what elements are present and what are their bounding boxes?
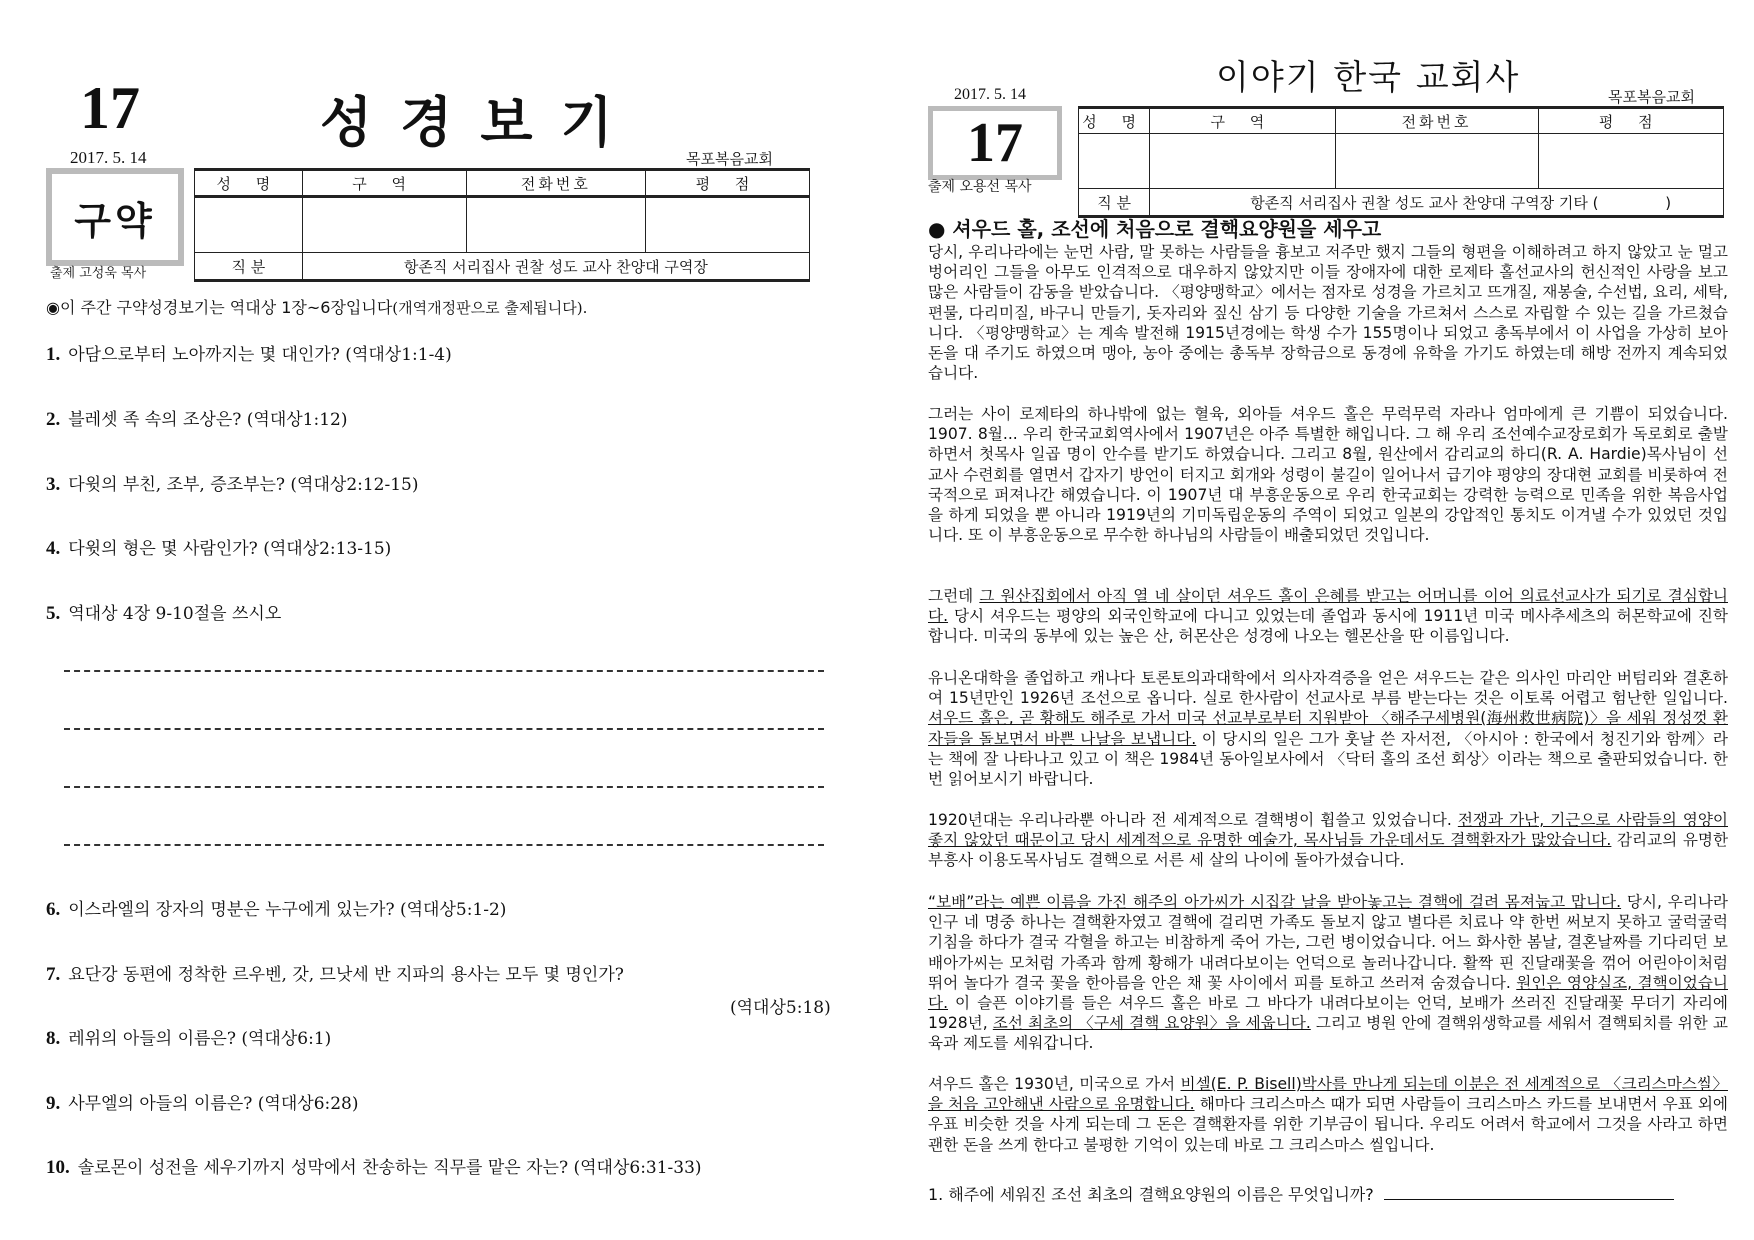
phone-field[interactable]	[466, 197, 646, 253]
left-intro-text: ◉이 주간 구약성경보기는 역대상 1장~6장입니다	[46, 298, 393, 317]
name-field[interactable]	[195, 197, 303, 253]
article-paragraph-4: 유니온대학을 졸업하고 캐나다 토론토의과대학에서 의사자격증을 얻은 셔우드는 같은 의사인 마리안 버텀리와 결혼하여 15년만인 1926년 조선으로 옵니다. 실로 한사람이 선교사로 부름 받는다는 것은 이토록 어렵고 험난한 일입니다. 셔우드 홀은, 곧 황해도 해주로 가서 미국 선교부로부터 지원받아 〈해주구세병원(海州救世病院)〉을 세워 정성껏 환자들을 돌보면서 바쁜 나날을 보냅니다. 이 당시의 일은 그가 훗날 쓴 자서전, 〈아시아 : 한국에서 청진기와 함께〉라는 책에 잘 나타나고 있고 이 책은 1984년 동아일보사에서 〈닥터 홀의 조선 회상〉이라는 책으로 출판되었습니다. 한번 읽어보시기 바랍니다.	[928, 669, 1728, 789]
right-badge-number: 17	[967, 112, 1023, 174]
left-date: 2017. 5. 14	[70, 148, 147, 167]
question-7-reference: (역대상5:18)	[730, 998, 831, 1018]
left-page-title: 성경보기	[320, 90, 641, 154]
header-name: 성 명	[1079, 108, 1150, 134]
right-info-table	[1078, 106, 1724, 218]
left-intro-note: (개역개정판으로 출제됩니다).	[392, 299, 588, 317]
article-question	[928, 1182, 1674, 1205]
score-field[interactable]	[1538, 134, 1723, 189]
score-field[interactable]	[646, 197, 810, 253]
district-field[interactable]	[302, 197, 466, 253]
question-7: 7. 요단강 동편에 정착한 르우벤, 갓, 므낫세 반 지파의 용사는 모두 몇 명인가?	[46, 964, 624, 985]
left-badge	[46, 168, 184, 266]
answer-line-4[interactable]	[64, 844, 824, 846]
article-heading: ● 셔우드 홀, 조선에 처음으로 결핵요양원을 세우고	[928, 217, 1382, 241]
answer-line-2[interactable]	[64, 728, 824, 730]
district-field[interactable]	[1150, 134, 1335, 189]
article-paragraph-3: 그런데 그 원산집회에서 아직 열 네 살이던 셔우드 홀이 은혜를 받고는 어머니를 이어 의료선교사가 되기로 결심합니다. 당시 셔우드는 평양의 외국인학교에 다니고 있었는데 졸업과 동시에 1911년 미국 메사추세츠의 허몬학교에 진학합니다. 미국의 동부에 있는 높은 산, 허몬산은 성경에 나오는 헬몬산을 딴 이름입니다.	[928, 587, 1728, 646]
article-paragraph-1: 당시, 우리나라에는 눈먼 사람, 말 못하는 사람들을 흉보고 저주만 했지 그들의 형편을 이해하려고 하지 않았고 눈 멀고 벙어리인 그들을 아무도 인격적으로 대우하지 않았지만 이들 장애자에 대한 로제타 홀선교사의 헌신적인 사랑을 보고 많은 사람들이 감동을 받았습니다. 〈평양맹학교〉에서는 점자로 성경을 가르치고 뜨개질, 재봉술, 수선법, 요리, 세탁, 편물, 다리미질, 바구니 만들기, 돗자리와 짚신 삼기 등 다양한 기술을 가르쳐서 스스로 자립할 수 있는 길을 가르쳤습니다. 〈평양맹학교〉는 계속 발전해 1915년경에는 학생 수가 155명이나 되었고 총독부에서 이 사업을 가상히 보아 돈을 대 주기도 하였으며 맹아, 농아 중에는 총독부 장학금으로 동경에 유학을 가기도 하였는데 해방 전까지 계속되었습니다.	[928, 243, 1728, 383]
header-phone: 전화번호	[1335, 108, 1538, 134]
right-church-name: 목포복음교회	[1608, 88, 1695, 106]
answer-line-3[interactable]	[64, 786, 824, 788]
header-district: 구 역	[1150, 108, 1335, 134]
left-page-number: 17	[80, 75, 140, 141]
role-label: 직 분	[1079, 189, 1150, 217]
left-church-name: 목포복음교회	[686, 150, 773, 168]
question-5: 5. 역대상 4장 9-10절을 쓰시오	[46, 603, 282, 624]
right-author: 출제 오용선 목사	[928, 179, 1032, 195]
left-badge-label: 구약	[74, 198, 156, 243]
right-page-title: 이야기 한국 교회사	[1216, 58, 1521, 98]
header-name: 성 명	[195, 170, 303, 197]
article-paragraph-2: 그러는 사이 로제타의 하나밖에 없는 혈육, 외아들 셔우드 홀은 무럭무럭 자라나 엄마에게 큰 기쁨이 되었습니다. 1907. 8월... 우리 한국교회역사에서 1907년은 아주 특별한 해입니다. 그 해 우리 조선예수교장로회가 독로회로 출발하면서 첫목사 일곱 명이 안수를 받기도 하였습니다. 그리고 8월, 원산에서 감리교의 하디(R. A. Hardie)목사님이 선교사 수련회를 열면서 갑자기 방언이 터지고 회개와 성령이 불길이 일어나서 급기야 평양의 장대현 교회를 비롯하여 전국적으로 퍼져나간 해였습니다. 이 1907년 대 부흥운동으로 우리 한국교회는 강력한 능력으로 민족을 위한 복음사업을 하게 되었을 뿐 아니라 1919년의 기미독립운동의 주역이 되었고 일본의 강압적인 통치도 이겨낼 수가 있었던 것입니다. 또 이 부흥운동으로 무수한 하나님의 사람들이 배출되었던 것입니다.	[928, 405, 1728, 545]
question-6: 6. 이스라엘의 장자의 명분은 누구에게 있는가? (역대상5:1-2)	[46, 899, 507, 920]
right-badge	[928, 106, 1062, 180]
name-field[interactable]	[1079, 134, 1150, 189]
question-3: 3. 다윗의 부친, 조부, 증조부는? (역대상2:12-15)	[46, 474, 419, 495]
article-question-text: 1. 해주에 세워진 조선 최초의 결핵요양원의 이름은 무엇입니까?	[928, 1185, 1374, 1204]
role-options[interactable]: 항존직 서리집사 권찰 성도 교사 찬양대 구역장	[302, 253, 809, 281]
role-options[interactable]: 항존직 서리집사 권찰 성도 교사 찬양대 구역장 기타 ( )	[1150, 189, 1724, 217]
question-8: 8. 레위의 아들의 이름은? (역대상6:1)	[46, 1028, 332, 1049]
question-2: 2. 블레셋 족 속의 조상은? (역대상1:12)	[46, 409, 348, 430]
left-intro	[46, 295, 587, 318]
header-district: 구 역	[302, 170, 466, 197]
question-10: 10. 솔로몬이 성전을 세우기까지 성막에서 찬송하는 직무를 맡은 자는? (역대상6:31-33)	[46, 1157, 702, 1178]
header-phone: 전화번호	[466, 170, 646, 197]
answer-line[interactable]	[1384, 1185, 1674, 1200]
question-1: 1. 아담으로부터 노아까지는 몇 대인가? (역대상1:1-4)	[46, 344, 452, 365]
header-score: 평 점	[646, 170, 810, 197]
right-date: 2017. 5. 14	[954, 86, 1026, 103]
role-label: 직 분	[195, 253, 303, 281]
left-author: 출제 고성욱 목사	[50, 266, 147, 281]
question-9: 9. 사무엘의 아들의 이름은? (역대상6:28)	[46, 1093, 359, 1114]
article-paragraph-6: “보배”라는 예쁜 이름을 가진 해주의 아가씨가 시집갈 날을 받아놓고는 결핵에 걸려 몸져눕고 맙니다. 당시, 우리나라 인구 네 명중 하나는 결핵환자였고 결핵에 걸리면 가족도 돌보지 않고 별다른 치료나 약 한번 써보지 못하고 굴럭굴럭 기침을 하다가 결국 각혈을 하고는 비참하게 죽어 가는, 그런 병이었습니다. 어느 화사한 봄날, 결혼날짜를 기다리던 보배아가씨는 모처럼 가족과 함께 황해가 내려다보이는 언덕으로 놀러나갑니다. 활짝 핀 진달래꽃을 꺾어 어린아이처럼 뛰어 놀다가 결국 꽃을 한아름을 안은 채 꽃 사이에서 피를 토하고 쓰러져 숨졌습니다. 원인은 영양실조, 결핵이었습니다. 이 슬픈 이야기를 들은 셔우드 홀은 바로 그 바다가 내려다보이는 언덕, 보배가 쓰러진 진달래꽃 무더기 자리에 1928년, 조선 최초의 〈구세 결핵 요양원〉을 세웁니다. 그리고 병원 안에 결핵위생학교를 세워서 결핵퇴치를 위한 교육과 제도를 세워갑니다.	[928, 893, 1728, 1053]
article-paragraph-7: 셔우드 홀은 1930년, 미국으로 가서 비셀(E. P. Bisell)박사를 만나게 되는데 이분은 전 세계적으로 〈크리스마스씰〉을 처음 고안해낸 사람으로 유명합니다. 해마다 크리스마스 때가 되면 사람들이 크리스마스 카드를 보내면서 우표 외에 우표 비슷한 것을 사게 되는데 그 돈은 결핵환자를 위한 기부금이 됩니다. 우리도 어려서 학교에서 그것을 사라고 하면 괜한 돈을 쓰게 한다고 불평한 기억이 있는데 바로 그 크리스마스 씰입니다.	[928, 1075, 1728, 1154]
left-info-table	[194, 168, 810, 282]
question-4: 4. 다윗의 형은 몇 사람인가? (역대상2:13-15)	[46, 538, 392, 559]
header-score: 평 점	[1538, 108, 1723, 134]
answer-line-1[interactable]	[64, 670, 824, 672]
phone-field[interactable]	[1335, 134, 1538, 189]
article-paragraph-5: 1920년대는 우리나라뿐 아니라 전 세계적으로 결핵병이 휩쓸고 있었습니다. 전쟁과 가난, 기근으로 사람들의 영양이 좋지 않았던 때문이고 당시 세계적으로 유명한 예술가, 목사님들 가운데서도 결핵환자가 많았습니다. 감리교의 유명한 부흥사 이용도목사님도 결핵으로 서른 세 살의 나이에 돌아가셨습니다.	[928, 811, 1729, 870]
